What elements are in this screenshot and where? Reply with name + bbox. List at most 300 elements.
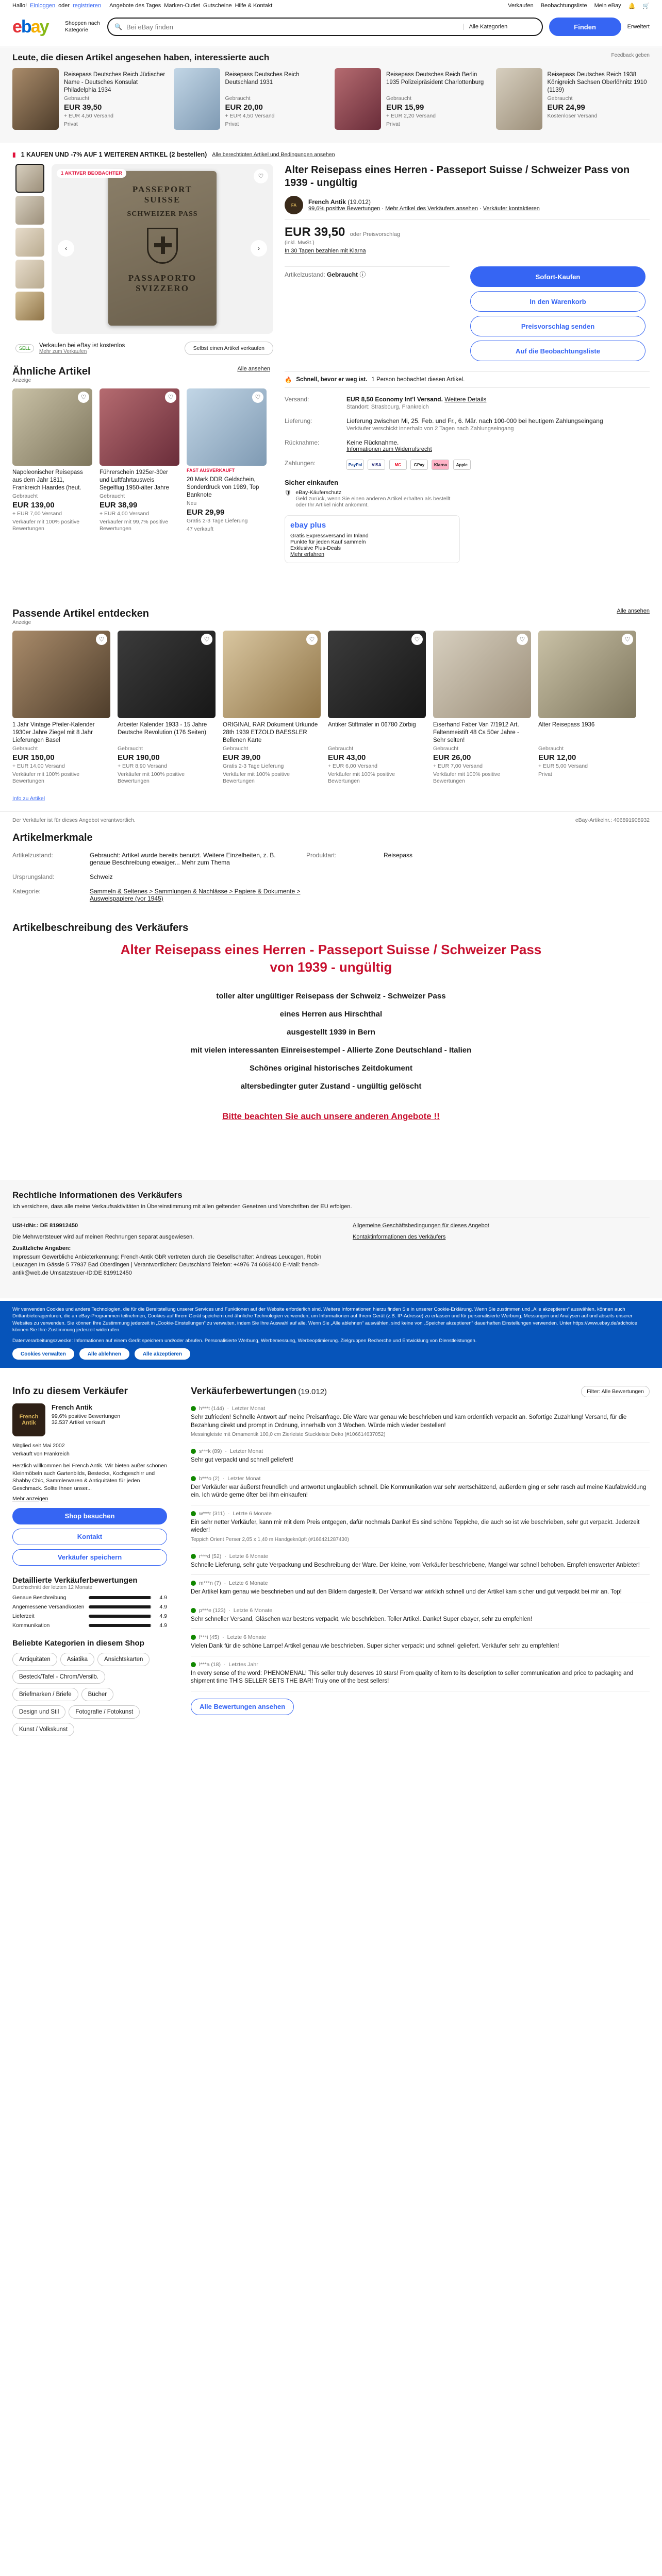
feedback-when: Letzte 6 Monate: [233, 1510, 272, 1517]
product-shipping: Gratis 2-3 Tage Lieferung: [223, 763, 284, 769]
feedback-when: Letzte 6 Monate: [227, 1634, 266, 1641]
header-link[interactable]: Hilfe & Kontakt: [235, 3, 273, 9]
category-pill[interactable]: Design und Stil: [12, 1705, 65, 1719]
spec-value: Reisepass: [384, 852, 413, 859]
seller-rating-count: (19.012): [347, 198, 371, 206]
product-card[interactable]: [223, 631, 321, 785]
related-price: EUR 39,50: [64, 103, 102, 112]
shield-icon: 🛡: [285, 490, 292, 496]
related-shipping: + EUR 2,20 Versand: [386, 113, 436, 119]
heart-icon[interactable]: ♡: [517, 634, 528, 645]
similar-title: Ähnliche Artikel: [12, 366, 91, 377]
promo-bar: [0, 147, 662, 162]
positive-icon: [191, 1406, 196, 1411]
related-info: [64, 68, 167, 130]
heart-icon[interactable]: ♡: [622, 634, 633, 645]
product-image[interactable]: [12, 388, 92, 466]
related-location: Privat: [225, 121, 239, 127]
description-line: ausgestellt 1939 in Bern: [287, 1027, 375, 1037]
description-line: toller alter ungültiger Reisepass der Schweiz - Schweizer Pass: [216, 991, 446, 1001]
watchlist-link[interactable]: Beobachtungsliste: [540, 2, 587, 9]
rating-bar: [89, 1605, 152, 1608]
condition-row: [285, 266, 650, 361]
product-seller-info: 47 verkauft: [187, 526, 213, 532]
feedback-user: w***r (311): [199, 1510, 225, 1517]
thumbnail[interactable]: [15, 228, 44, 257]
spec-key: Artikelzustand:: [12, 852, 53, 859]
positive-icon: [191, 1662, 196, 1667]
related-image[interactable]: [12, 68, 59, 130]
product-shipping: + EUR 8,90 Versand: [118, 763, 168, 769]
secure-title: Sicher einkaufen: [285, 479, 339, 486]
rating-row: [12, 1604, 167, 1610]
shop-by-category[interactable]: Shoppen nach Kategorie: [65, 20, 100, 33]
item-number: eBay-Artikelnr.: 406891908932: [575, 817, 650, 823]
rating-bar: [89, 1615, 152, 1618]
description-line: Schönes original historisches Zeitdokument: [250, 1063, 412, 1073]
advanced-link[interactable]: Erweitert: [627, 24, 650, 30]
product-price: EUR 150,00: [12, 753, 55, 762]
product-card[interactable]: [328, 631, 426, 785]
heart-icon[interactable]: ♡: [165, 392, 176, 403]
related-section: [0, 47, 662, 143]
about-desc: Herzlich willkommen bei French Antik. Wir bieten außer schönen Kleinmöbeln auch Gartenbilds, Bestecks, Kochgeschirr und Shabby Chic, Sammlerwaren & Antiquitäten für jeden Geschmack. Sollte Ihnen unser...: [12, 1463, 167, 1492]
product-seller-info: Verkäufer mit 100% positive Bewertungen: [12, 771, 80, 785]
heart-icon[interactable]: ♡: [201, 634, 212, 645]
category-pill[interactable]: Besteck/Tafel - Chrom/Versilb.: [12, 1670, 105, 1684]
condition-label: Artikelzustand:: [285, 271, 325, 278]
returns-value: Keine Rücknahme.: [346, 439, 399, 446]
feedback-item: [191, 1443, 650, 1470]
related-info: [548, 68, 650, 130]
thumbnail[interactable]: [15, 164, 44, 193]
related-title: Reisepass Deutsches Reich Deutschland 1931: [225, 72, 300, 86]
feedback-user: b***o (2): [199, 1475, 220, 1482]
separator: ·: [224, 1580, 226, 1587]
product-card[interactable]: [12, 631, 110, 785]
ebay-logo[interactable]: ebay: [12, 16, 48, 37]
feedback-filter[interactable]: Filter: Alle Bewertungen: [581, 1386, 650, 1397]
myebay-link[interactable]: Mein eBay: [594, 2, 621, 9]
returns-link[interactable]: Informationen zum Widerrufsrecht: [346, 446, 432, 452]
feedback-item: [191, 1575, 650, 1602]
heart-icon[interactable]: ♡: [254, 169, 268, 183]
spec-key: Ursprungsland:: [12, 873, 55, 880]
mastercard-icon: MC: [389, 460, 407, 470]
product-seller-info: Verkäufer mit 100% positive Bewertungen: [223, 771, 290, 785]
feedback-when: Letzter Monat: [227, 1475, 261, 1482]
discover-see-all[interactable]: Alle ansehen: [617, 608, 650, 614]
plus-item: Exklusive Plus-Deals: [290, 545, 341, 551]
about-positive-label: Bewertungen: [88, 1413, 121, 1419]
product-image[interactable]: [100, 388, 179, 466]
product-card[interactable]: [12, 388, 92, 533]
feedback-item: [191, 1470, 650, 1505]
feedback-user: p***e (123): [199, 1607, 226, 1614]
related-condition: Gebraucht: [64, 95, 90, 101]
related-image[interactable]: [335, 68, 381, 130]
thumbnail-strip: [15, 164, 45, 324]
related-shipping: + EUR 4,50 Versand: [64, 113, 114, 119]
category-pill[interactable]: Antiquitäten: [12, 1653, 57, 1666]
about-more-link[interactable]: Mehr anzeigen: [12, 1495, 48, 1502]
product-shipping: + EUR 7,00 Versand: [12, 511, 62, 517]
similar-see-all[interactable]: Alle ansehen: [237, 366, 270, 372]
category-select[interactable]: Alle Kategorien: [464, 24, 536, 30]
greeting: Hallo!: [12, 3, 27, 9]
feedback-item-ref[interactable]: Teppich Orient Perser 2,05 x 1,40 m Handgeknüpft (#166421287430): [191, 1536, 349, 1543]
category-breadcrumb[interactable]: Sammeln & Seltenes > Sammlungen & Nachlässe > Papiere & Dokumente > Ausweispapiere (vor 1945): [90, 888, 301, 902]
specs-title: Artikelmerkmale: [12, 832, 93, 843]
related-card[interactable]: [335, 68, 489, 130]
related-location: Privat: [386, 121, 400, 127]
feedback-item: [191, 1548, 650, 1575]
feedback-meta: [191, 1476, 650, 1482]
search-input[interactable]: [126, 23, 459, 31]
positive-icon: [191, 1449, 196, 1454]
related-shipping: Kostenloser Versand: [547, 113, 598, 119]
seller-name[interactable]: French Antik: [308, 198, 346, 206]
feedback-user: r***d (52): [199, 1553, 222, 1560]
product-seller-info: Verkäufer mit 100% positive Bewertungen: [328, 771, 395, 785]
positive-icon: [191, 1476, 196, 1481]
thumbnail[interactable]: [15, 260, 44, 289]
cookie-reject-button[interactable]: Alle ablehnen: [79, 1348, 129, 1360]
discover-list: [12, 631, 650, 785]
header: [0, 0, 662, 46]
googlepay-icon: GPay: [410, 460, 428, 470]
rating-label: Genaue Beschreibung: [12, 1594, 67, 1601]
visa-icon: VISA: [368, 460, 385, 470]
header-link[interactable]: Marken-Outlet: [164, 3, 200, 9]
product-seller-info: Verkäufer mit 100% positive Bewertungen: [118, 771, 185, 785]
related-title: Reisepass Deutsches Reich Jüdischer Name - Deutsches Konsulat Philadelphia 1934: [64, 72, 166, 93]
separator: ·: [228, 1510, 230, 1517]
product-image[interactable]: [223, 631, 321, 718]
feedback-text: Sehr gut verpackt und schnell geliefert!: [191, 1457, 293, 1464]
feedback-text: In every sense of the word: PHENOMENAL! This seller truly deserves 10 stars! From quality of item to its description to seller communication and price to packaging and shipment time THIS SELLER SETS THE BAR! Truly one of the best sellers!: [191, 1670, 634, 1685]
product-condition: Gebraucht: [12, 745, 38, 752]
detail-ratings-title: Detaillierte Verkäuferbewertungen: [12, 1575, 138, 1585]
related-card[interactable]: [174, 68, 328, 130]
category-pill[interactable]: Kunst / Volkskunst: [12, 1723, 74, 1736]
about-title: Info zu diesem Verkäufer: [12, 1386, 128, 1397]
bell-icon[interactable]: 🔔: [628, 3, 636, 9]
category-pill[interactable]: Ansichtskarten: [97, 1653, 150, 1666]
shipping-details-link[interactable]: Weitere Details: [444, 396, 487, 403]
feedback-text: Sehr zufrieden! Schnelle Antwort auf meine Preisanfrage. Die Ware war genau wie beschrieben und kam ordentlich verpackt an. Sofortige Zuzahlung! Versand, für die Bezahlung direkt und prompt in Ordnung, innerhalb von 3 Wochen. Würde mich wieder bestellen!: [191, 1414, 627, 1429]
rating-value: 4.9: [159, 1613, 167, 1619]
delivery-note: Verkäufer verschickt innerhalb von 2 Tagen nach Zahlungseingang: [346, 426, 514, 432]
about-seller: [12, 1386, 167, 1740]
feedback-list: [191, 1400, 650, 1691]
responsibility-note: Der Verkäufer ist für dieses Angebot verantwortlich.: [12, 817, 136, 823]
category-pill[interactable]: Asiatika: [60, 1653, 94, 1666]
legal-title: Rechtliche Informationen des Verkäufers: [12, 1190, 183, 1200]
related-title: Reisepass Deutsches Reich 1938 Königreich Sachsen Oberlöhnitz 1910 (1139): [547, 72, 647, 93]
separator: ·: [222, 1634, 224, 1641]
sell-item-button[interactable]: Selbst einen Artikel verkaufen: [185, 342, 273, 355]
plus-more-link[interactable]: Mehr erfahren: [290, 551, 324, 557]
feedback-meta: [191, 1607, 650, 1614]
popular-cats-title: Beliebte Kategorien in diesem Shop: [12, 1638, 144, 1648]
buyer-protection-text: Geld zurück, wenn Sie einen anderen Artikel erhalten als bestellt oder Ihr Artikel nicht ankommt.: [295, 496, 451, 508]
feedback-when: Letzter Monat: [231, 1405, 266, 1412]
legal-intro: Ich versichere, dass alle meine Verkaufsaktivitäten in Übereinstimmung mit allen geltenden Gesetzen und Vorschriften der EU erfolgen.: [12, 1204, 352, 1210]
product-title: Eiserhand Faber Van 7/1912 Art. Faltenmeistift 48 Cs 50er Jahre - Sehr selten!: [433, 722, 519, 743]
terms-link[interactable]: Allgemeine Geschäftsbedingungen für dieses Angebot: [353, 1223, 489, 1229]
product-shipping: + EUR 6,00 Versand: [328, 763, 378, 769]
member-since: Mitglied seit Mai 2002: [12, 1443, 65, 1449]
feedback-meta: [191, 1634, 650, 1640]
discover-sub: Anzeige: [12, 620, 31, 625]
thumbnail[interactable]: [15, 292, 44, 320]
product-image[interactable]: [433, 631, 531, 718]
related-condition: Gebraucht: [547, 95, 573, 101]
product-price: EUR 29,99: [187, 508, 225, 517]
feedback-text: Ein sehr netter Verkäufer, kann mir mit dem Preis entgegen, dafür nochmals Danke! Es sind schöne Teppiche, die auch so ist wie beschrieben, sehr gut verpackt. Jederzeit wieder!: [191, 1519, 640, 1534]
specs-table: [12, 848, 650, 906]
positive-icon: [191, 1581, 196, 1586]
about-sold: 32.537 Artikel verkauft: [52, 1419, 105, 1426]
search-box: [107, 18, 543, 36]
product-title: 20 Mark DDR Geldschein, Sonderdruck von 1989, Top Banknote: [187, 477, 259, 498]
related-feedback[interactable]: Feedback geben: [611, 53, 650, 58]
register-link[interactable]: registrieren: [73, 3, 102, 9]
spec-key: Kategorie:: [12, 888, 41, 895]
separator: ·: [222, 1475, 225, 1482]
heart-icon[interactable]: ♡: [78, 392, 89, 403]
similar-list: [12, 388, 650, 533]
separator: ·: [225, 1448, 227, 1455]
shipping-label: Versand:: [285, 396, 309, 403]
rating-label: Kommunikation: [12, 1622, 50, 1629]
search-button[interactable]: Finden: [549, 18, 621, 36]
feedback-when: Letzte 6 Monate: [233, 1607, 273, 1614]
sell-link[interactable]: Verkaufen: [508, 2, 534, 9]
buyer-protection-title: eBay-Käuferschutz: [295, 489, 342, 496]
cookie-banner: [0, 1301, 662, 1368]
seller-positive[interactable]: 99,6% positive Bewertungen: [308, 206, 380, 212]
all-feedback-button[interactable]: Alle Bewertungen ansehen: [191, 1699, 294, 1715]
heart-icon[interactable]: ♡: [411, 634, 423, 645]
info-icon[interactable]: ⓘ: [359, 271, 366, 278]
product-seller-info: Verkäufer mit 99,7% positive Bewertungen: [100, 518, 169, 532]
product-image[interactable]: [12, 631, 110, 718]
feedback-meta: [191, 1511, 650, 1517]
product-title: ORIGINAL RAR Dokument Urkunde 28th 1939 ETZOLD BAESSLER Bellenen Karte: [223, 722, 318, 743]
product-condition: Gebraucht: [223, 745, 249, 752]
specs-section: [0, 832, 662, 909]
make-offer-button[interactable]: Preisvorschlag senden: [470, 316, 646, 336]
cookie-accept-button[interactable]: Alle akzeptieren: [135, 1348, 190, 1360]
save-seller-button[interactable]: Verkäufer speichern: [12, 1549, 167, 1566]
product-shipping: + EUR 4,00 Versand: [100, 511, 150, 517]
plus-item: Gratis Expressversand im Inland: [290, 533, 369, 539]
seller-store-link[interactable]: Mehr Artikel des Verkäufers ansehen: [385, 206, 478, 212]
heart-icon[interactable]: ♡: [96, 634, 107, 645]
contact-seller-button[interactable]: Kontakt: [12, 1529, 167, 1545]
product-title: Arbeiter Kalender 1933 - 15 Jahre Deutsche Revolution (176 Seiten): [118, 722, 207, 736]
ratings-list: [12, 1595, 167, 1629]
category-pill[interactable]: Bücher: [81, 1688, 113, 1701]
add-to-cart-button[interactable]: In den Warenkorb: [470, 291, 646, 312]
positive-icon: [191, 1554, 196, 1559]
related-location: Privat: [64, 121, 78, 127]
product-seller-info: Verkäufer mit 100% positive Bewertungen: [12, 518, 80, 532]
rating-label: Angemessene Versandkosten: [12, 1603, 85, 1610]
product-badge: FAST AUSVERKAUFT: [187, 468, 235, 473]
applepay-icon: Apple: [453, 460, 471, 470]
separator: ·: [228, 1607, 230, 1614]
product-condition: Neu: [187, 500, 197, 506]
product-card[interactable]: [100, 388, 179, 533]
related-info: [386, 68, 489, 130]
product-title: Napoleonischer Reisepass aus dem Jahr 1811, Frankreich Haardes (heut.: [12, 469, 83, 491]
feedback-meta: [191, 1448, 650, 1454]
highlight-title: Schnell, bevor er weg ist.: [296, 377, 368, 383]
feedback-user: s***k (89): [199, 1448, 222, 1455]
feedback-text: Vielen Dank für die schöne Lampe! Artikel genau wie beschrieben. Super sicher verpackt und schnell geliefert. Verkäufer sehr zu empfehlen!: [191, 1643, 559, 1650]
product-image[interactable]: [187, 388, 267, 466]
related-image[interactable]: [496, 68, 542, 130]
related-price: EUR 15,99: [386, 103, 424, 112]
heart-icon[interactable]: ♡: [306, 634, 318, 645]
main-image[interactable]: [52, 164, 273, 334]
item-info-link[interactable]: Info zu Artikel: [12, 795, 45, 802]
product-card[interactable]: [118, 631, 216, 785]
price-block: [285, 225, 650, 254]
ships-from: Verkauft von Frankreich: [12, 1451, 70, 1457]
spec-value: Gebraucht: Artikel wurde bereits benutzt. Weitere Einzelheiten, z. B. genaue Beschreibung etwaiger... Mehr zum Thema: [90, 852, 276, 866]
watchlist-button[interactable]: Auf die Beobachtungsliste: [470, 341, 646, 361]
product-condition: Gebraucht: [538, 745, 564, 752]
rating-value: 4.9: [159, 1603, 167, 1610]
rating-value: 4.9: [159, 1594, 167, 1601]
visit-shop-button[interactable]: Shop besuchen: [12, 1508, 167, 1524]
description-section: [0, 922, 662, 1149]
product-seller-info: Verkäufer mit 100% positive Bewertungen: [433, 771, 501, 785]
separator: ·: [224, 1661, 226, 1668]
thumbnail[interactable]: [15, 196, 44, 225]
header-link[interactable]: Gutscheine: [203, 3, 232, 9]
passport-image: PASSEPORT SUISSE SCHWEIZER PASS PASSAPORTO SVIZZERO: [108, 171, 217, 326]
feedback-when: Letztes Jahr: [228, 1661, 258, 1668]
sell-banner-more[interactable]: Mehr zum Verkaufen: [39, 348, 87, 354]
plus-item: Punkte für jeden Kauf sammeln: [290, 539, 366, 545]
category-pill[interactable]: Briefmarken / Briefe: [12, 1688, 78, 1701]
feedback-text: Der Verkäufer war äußerst freundlich und antwortet unglaublich schnell. Die Kommunikation war sehr wertschätzend, außerdem ging er sehr rasch auf meine Kaufabwicklung ein. Ich würde gerne öfter bei ihm einkaufen!: [191, 1484, 647, 1499]
klarna-note[interactable]: In 30 Tagen bezahlen mit Klarna: [285, 248, 366, 254]
feedback-user: h***t (144): [199, 1405, 224, 1412]
related-image[interactable]: [174, 68, 220, 130]
positive-icon: [191, 1608, 196, 1613]
product-image[interactable]: [538, 631, 636, 718]
category-pill[interactable]: Fotografie / Fotokunst: [69, 1705, 140, 1719]
related-card[interactable]: [12, 68, 167, 130]
desc-header: [0, 811, 662, 827]
related-price: EUR 24,99: [547, 103, 585, 112]
product-image[interactable]: [328, 631, 426, 718]
feedback-item: [191, 1505, 650, 1548]
or-text: oder: [58, 3, 70, 9]
separator: ·: [224, 1553, 226, 1560]
delivery-label: Lieferung:: [285, 417, 312, 425]
feedback-meta: [191, 1553, 650, 1560]
related-condition: Gebraucht: [386, 95, 412, 101]
header-link[interactable]: Angebote des Tages: [109, 3, 161, 9]
search-icon: 🔍: [114, 23, 122, 30]
klarna-icon: Klarna: [432, 460, 449, 470]
returns-label: Rücknahme:: [285, 439, 320, 446]
description-line: eines Herren aus Hirschthal: [279, 1009, 383, 1019]
related-price: EUR 20,00: [225, 103, 263, 112]
seller-contact-link[interactable]: Verkäufer kontaktieren: [483, 206, 540, 212]
signin-link[interactable]: Einloggen: [30, 3, 56, 9]
discover-section: [0, 608, 662, 802]
feedback-meta: [191, 1662, 650, 1668]
product-card[interactable]: [187, 388, 267, 533]
product-price: EUR 190,00: [118, 753, 160, 762]
product-price: EUR 26,00: [433, 753, 471, 762]
next-image-button[interactable]: ›: [251, 240, 267, 257]
prev-image-button[interactable]: ‹: [58, 240, 74, 257]
positive-icon: [191, 1511, 196, 1516]
heart-icon[interactable]: ♡: [252, 392, 263, 403]
product-condition: Gebraucht: [12, 493, 38, 499]
rating-bar: [89, 1624, 152, 1627]
rating-row: [12, 1613, 167, 1619]
feedback-count: (19.012): [298, 1387, 327, 1396]
promo-link[interactable]: Alle berechtigten Artikel und Bedingungen ansehen: [212, 151, 335, 158]
description-line: mit vielen interessanten Einreisestempel - Allierte Zone Deutschland - Italien: [190, 1045, 472, 1055]
feedback-item-ref[interactable]: Messingleiste mit Ornamentik 100,0 cm Zierleiste Stuckleiste Deko (#106614637052): [191, 1432, 386, 1438]
description-frame: [12, 941, 650, 1122]
price: EUR 39,50: [285, 225, 345, 239]
feedback-meta: [191, 1405, 650, 1412]
flame-icon: 🔥: [285, 377, 292, 383]
spec-value: Schweiz: [90, 873, 113, 880]
contact-info-link[interactable]: Kontaktinformationen des Verkäufers: [353, 1234, 446, 1240]
feedback-item: [191, 1400, 650, 1443]
product-card[interactable]: [433, 631, 531, 785]
feedback-when: Letzte 6 Monate: [229, 1553, 268, 1560]
related-info: [225, 68, 328, 130]
product-price: EUR 12,00: [538, 753, 576, 762]
cookie-manage-button[interactable]: Cookies verwalten: [12, 1348, 74, 1360]
top-bar: [0, 0, 662, 11]
product-price: EUR 139,00: [12, 501, 55, 510]
rating-label: Lieferzeit: [12, 1613, 35, 1619]
rating-value: 4.9: [159, 1622, 167, 1629]
extra-title: Zusätzliche Angaben:: [12, 1245, 71, 1251]
action-buttons: [470, 266, 646, 361]
seller-avatar[interactable]: FA: [285, 196, 303, 214]
separator: ·: [227, 1405, 229, 1412]
product-image[interactable]: [118, 631, 216, 718]
other-offers-link[interactable]: Bitte beachten Sie auch unsere anderen Angebote !!: [222, 1111, 440, 1121]
rating-row: [12, 1622, 167, 1629]
paypal-icon: PayPal: [346, 460, 364, 470]
seller-logo[interactable]: French Antik: [12, 1403, 45, 1436]
sell-banner-title: Verkaufen bei eBay ist kostenlos: [39, 342, 125, 349]
cart-icon[interactable]: 🛒: [642, 3, 650, 9]
shipping-location: Standort: Strasbourg, Frankreich: [346, 404, 429, 410]
product-card[interactable]: [538, 631, 636, 785]
buy-now-button[interactable]: Sofort-Kaufen: [470, 266, 646, 287]
promo-tag-icon: ▮: [12, 151, 16, 158]
related-card[interactable]: [496, 68, 650, 130]
